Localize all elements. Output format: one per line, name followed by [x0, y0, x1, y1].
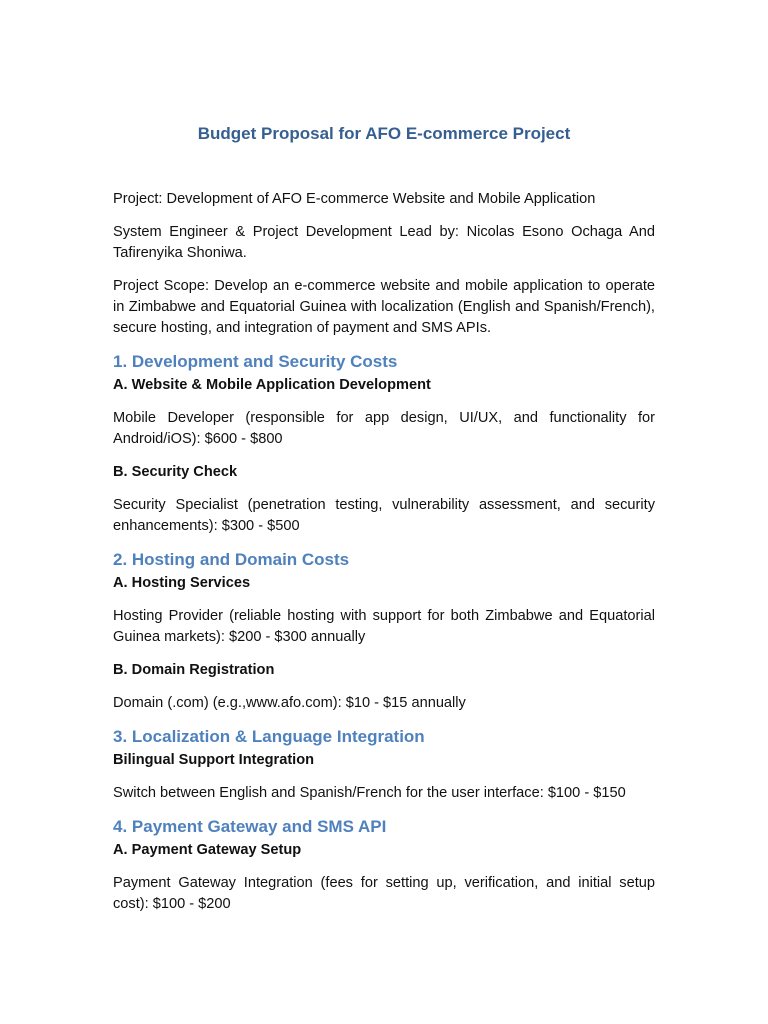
subsection-text: Domain (.com) (e.g.,www.afo.com): $10 - $15 annually — [113, 695, 466, 711]
subsection-heading: A. Website & Mobile Application Development — [113, 377, 431, 393]
section-hosting-domain — [113, 549, 655, 714]
project-line: Project: Development of AFO E-commerce Website and Mobile Application — [113, 191, 596, 207]
document-page — [113, 122, 655, 927]
subsection-heading: A. Hosting Services — [113, 575, 251, 591]
document-title: Budget Proposal for AFO E-commerce Project — [197, 124, 571, 143]
section-heading: 4. Payment Gateway and SMS API — [113, 817, 387, 836]
subsection-text: Payment Gateway Integration (fees for setting up, verification, and initial setup cost): $100 - $200 — [113, 875, 655, 912]
subsection-heading: B. Security Check — [113, 464, 238, 480]
subsection-text: Hosting Provider (reliable hosting with support for both Zimbabwe and Equatorial Guinea markets): $200 - $300 annually — [113, 608, 655, 645]
subsection-heading: B. Domain Registration — [113, 662, 275, 678]
section-heading: 1. Development and Security Costs — [113, 352, 398, 371]
section-payment-sms — [113, 816, 655, 915]
subsection-heading: A. Payment Gateway Setup — [113, 842, 302, 858]
subsection-heading: Bilingual Support Integration — [113, 752, 315, 768]
lead-line: System Engineer & Project Development Lead by: Nicolas Esono Ochaga And Tafirenyika Shoniwa. — [113, 224, 655, 261]
section-heading: 2. Hosting and Domain Costs — [113, 550, 350, 569]
subsection-text: Switch between English and Spanish/French for the user interface: $100 - $150 — [113, 785, 626, 801]
section-heading: 3. Localization & Language Integration — [113, 727, 425, 746]
scope-paragraph: Project Scope: Develop an e-commerce website and mobile application to operate in Zimbabwe and Equatorial Guinea with localization (English and Spanish/French), secure hosting, and integration of payment and SMS APIs. — [113, 278, 655, 336]
subsection-text: Security Specialist (penetration testing, vulnerability assessment, and security enhancements): $300 - $500 — [113, 497, 655, 534]
section-localization — [113, 726, 655, 804]
section-development-security — [113, 351, 655, 537]
subsection-text: Mobile Developer (responsible for app design, UI/UX, and functionality for Android/iOS): $600 - $800 — [113, 410, 655, 447]
